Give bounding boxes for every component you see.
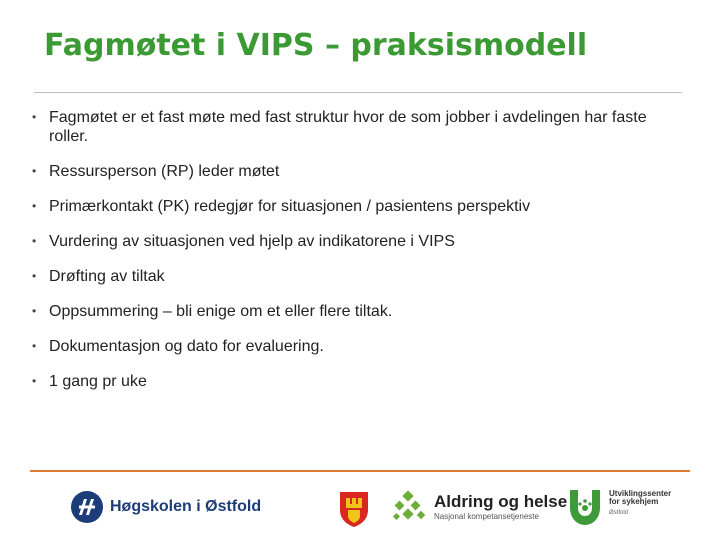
bullet-text: Vurdering av situasjonen ved hjelp av indikatorene i VIPS <box>49 233 455 250</box>
bullet-item <box>32 302 672 321</box>
slide-title: Fagmøtet i VIPS – praksismodell <box>44 28 588 63</box>
bullet-item <box>32 162 672 181</box>
usht-logo-line1: Utviklingssenter <box>609 489 672 498</box>
ostfold-shield-logo <box>338 490 370 533</box>
bullet-marker: • <box>32 199 37 213</box>
diamond-cluster-icon <box>392 490 428 524</box>
hiof-logo-text: Høgskolen i Østfold <box>110 498 262 515</box>
bullet-item <box>32 197 672 216</box>
bullet-marker: • <box>32 304 37 318</box>
bullet-text: Fagmøtet er et fast møte med fast struktur hvor de som jobber i avdelingen har faste roller. <box>49 109 647 145</box>
bullet-text: Dokumentasjon og dato for evaluering. <box>49 338 324 355</box>
bullet-list <box>32 108 672 407</box>
bullet-marker: • <box>32 164 37 178</box>
bullet-text: Primærkontakt (PK) redegjør for situasjonen / pasientens perspektiv <box>49 198 531 215</box>
aldring-og-helse-logo <box>392 490 567 524</box>
hiof-emblem-icon <box>70 490 104 524</box>
footer-divider <box>30 470 690 472</box>
bullet-marker: • <box>32 110 37 124</box>
bullet-text: Ressursperson (RP) leder møtet <box>49 163 280 180</box>
title-divider <box>34 92 682 93</box>
bullet-text: Oppsummering – bli enige om et eller flere tiltak. <box>49 303 393 320</box>
aldring-logo-subtitle: Nasjonal kompetansetjeneste <box>434 512 539 521</box>
coat-of-arms-icon <box>338 490 370 528</box>
bullet-item <box>32 372 672 391</box>
bullet-marker: • <box>32 234 37 248</box>
usht-emblem-icon <box>566 488 604 528</box>
usht-logo-region: Østfold <box>609 509 629 516</box>
bullet-marker: • <box>32 339 37 353</box>
hiof-logo <box>70 490 261 524</box>
bullet-item <box>32 267 672 286</box>
utviklingssenter-logo <box>566 488 671 528</box>
bullet-item <box>32 108 672 146</box>
bullet-marker: • <box>32 269 37 283</box>
bullet-item <box>32 337 672 356</box>
bullet-text: Drøfting av tiltak <box>49 268 165 285</box>
aldring-logo-title: Aldring og helse <box>434 492 568 511</box>
bullet-text: 1 gang pr uke <box>49 373 147 390</box>
usht-logo-line2: for sykehjem <box>609 497 659 507</box>
bullet-marker: • <box>32 374 37 388</box>
bullet-item <box>32 232 672 251</box>
